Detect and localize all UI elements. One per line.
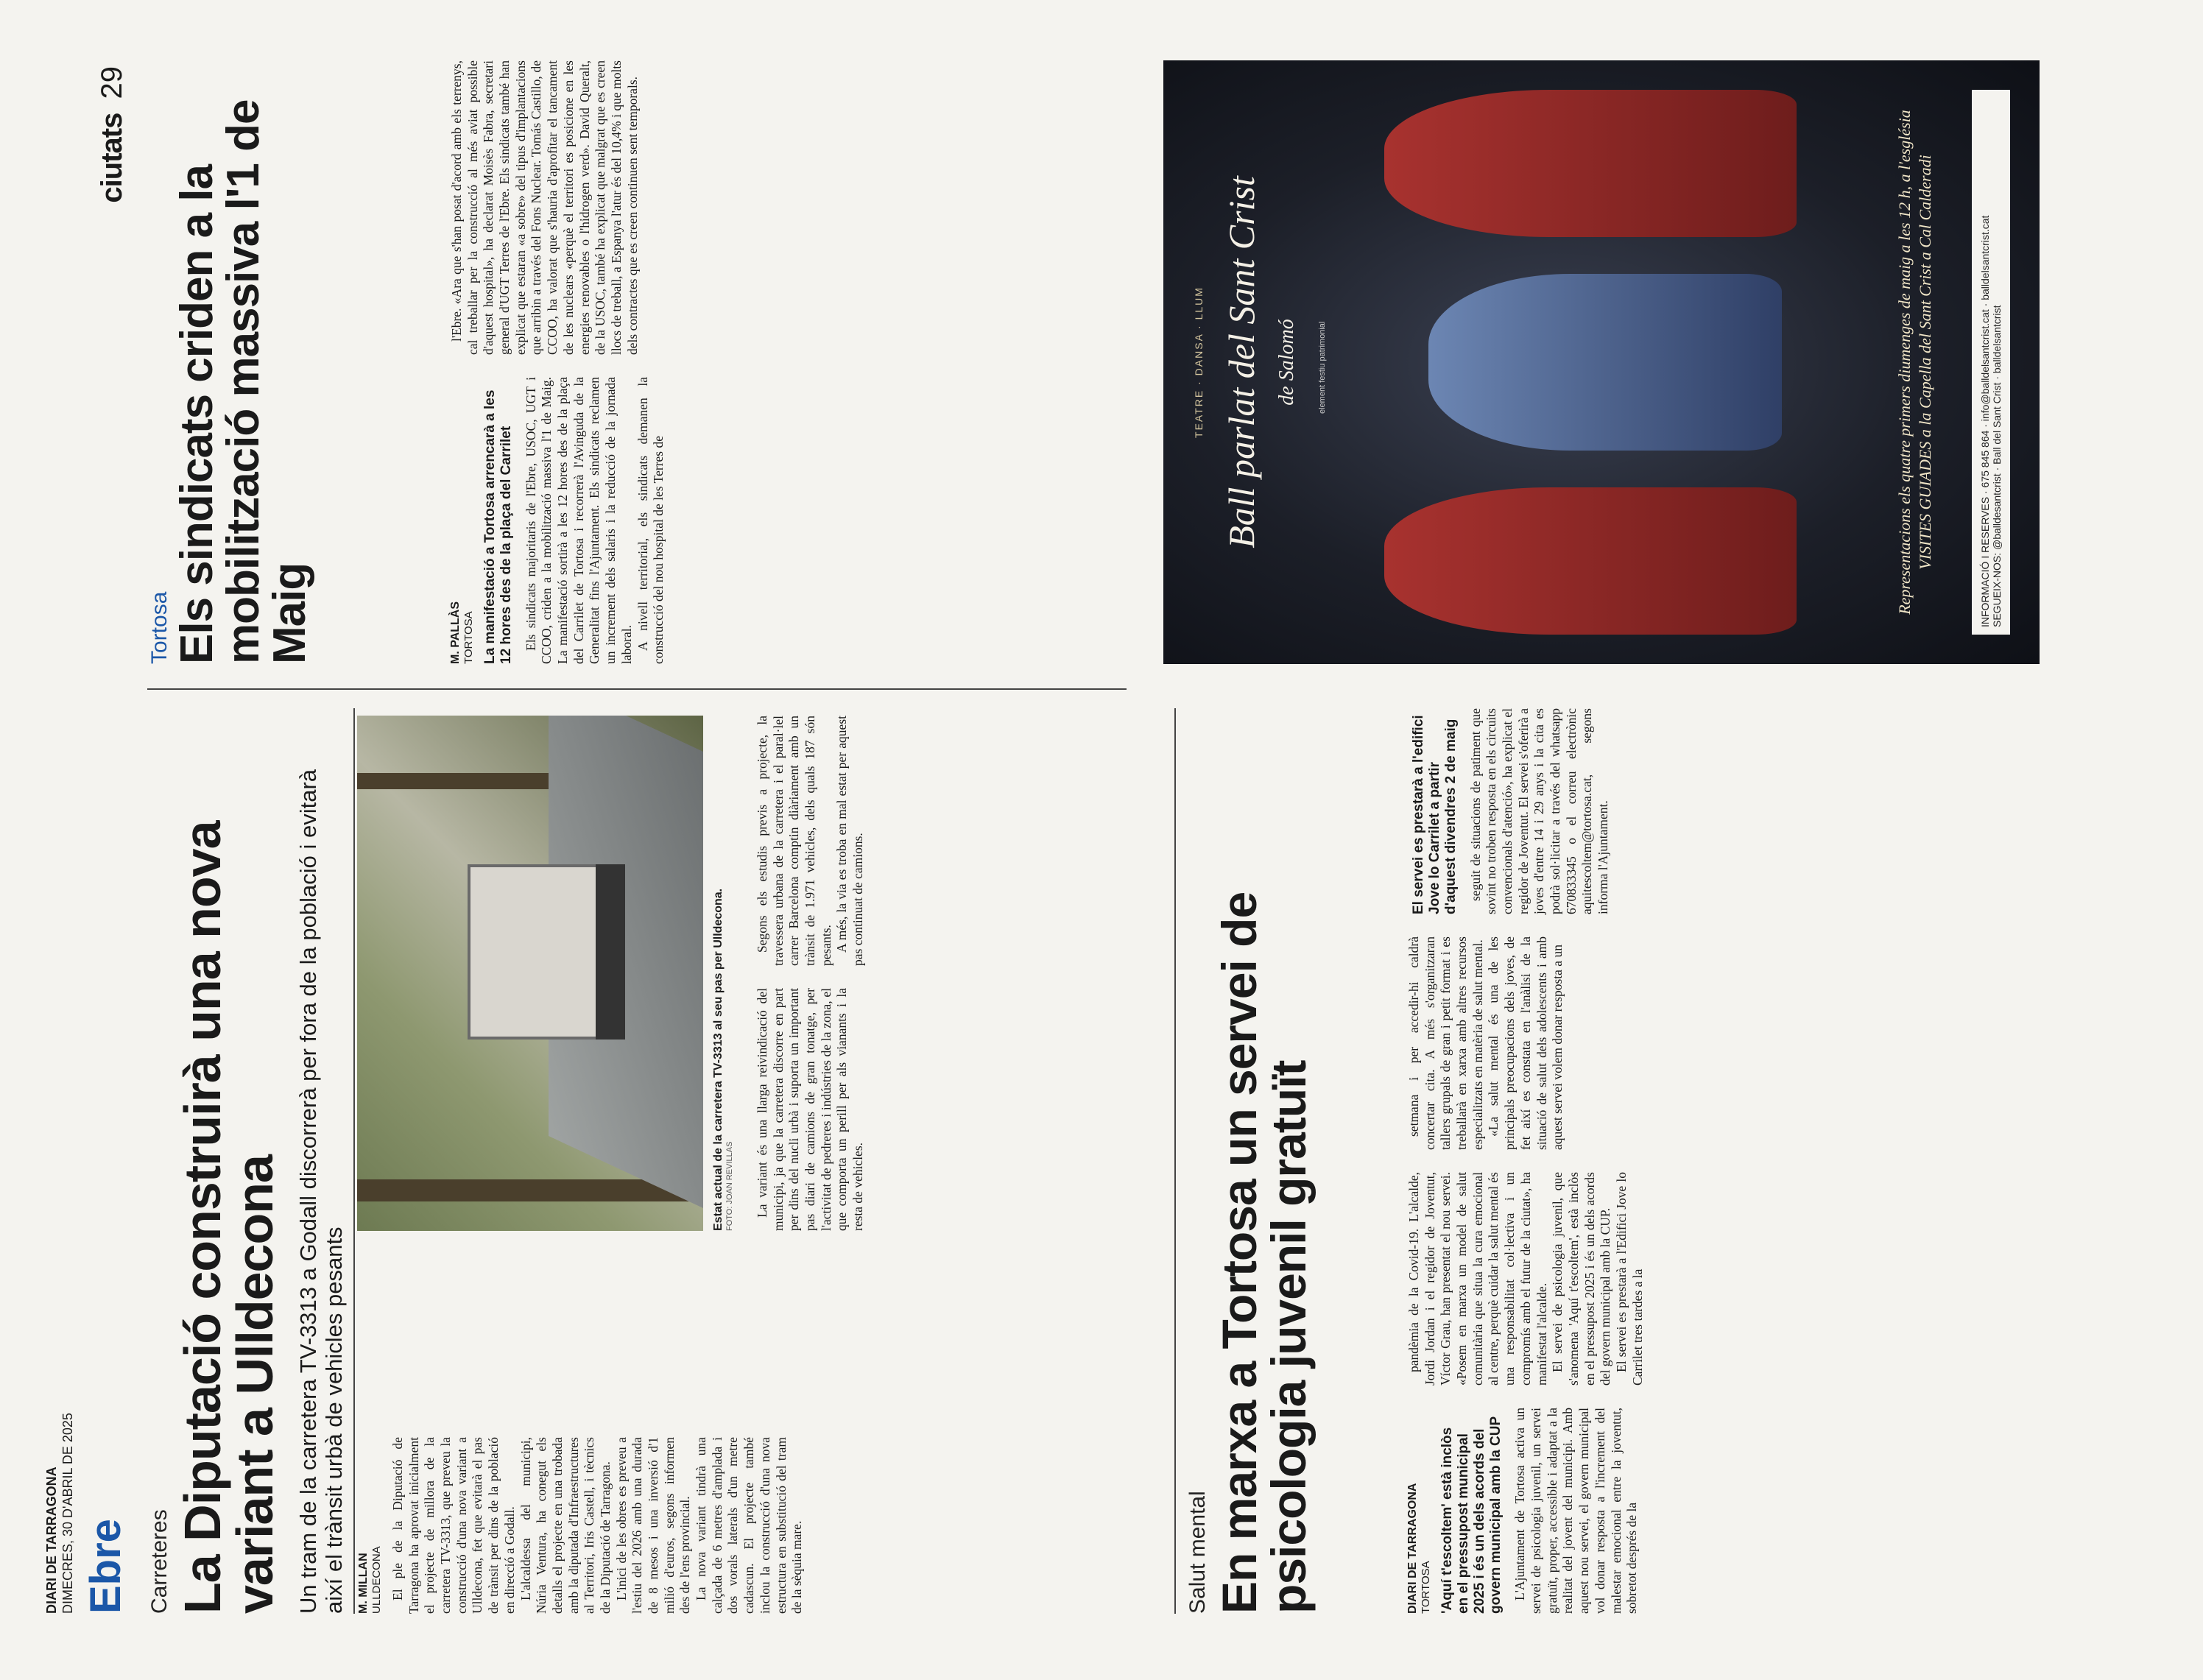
text-column bbox=[1406, 1172, 1646, 1386]
ad-title bbox=[1222, 60, 1300, 664]
page-label bbox=[96, 66, 129, 203]
article-body bbox=[449, 60, 920, 664]
article-headline: Els sindicats criden a la mobilització massiva l'1 de Maig bbox=[172, 99, 316, 664]
ad-visits-text: VISITES GUIADES a la Capella del Sant Crist a Cal Calderadi bbox=[1916, 155, 1935, 570]
article-body bbox=[357, 708, 1160, 1614]
article-headline: En marxa a Tortosa un servei de psicologia juvenil gratuït bbox=[1212, 892, 1316, 1614]
byline-place: TORTOSA bbox=[1420, 1561, 1432, 1614]
section-label: ciutats bbox=[96, 113, 128, 203]
paragraph: Els sindicats majoritaris de l'Ebre, USOC, UGT i CCOO, criden a la mobilització massiva l'1 de Maig. La manifestació sortirà a les 12 hores des de la plaça del Carrilet de Tortosa i recorrerà l'Avinguda de la Generalitat fins l'Ajuntament. Els sindicats reclamen un increment dels salaris i la reducció de la jornada laboral. bbox=[523, 377, 634, 664]
article-body bbox=[1406, 708, 2172, 1614]
paragraph: El ple de la Diputació de Tarragona ha aprovat inicialment el projecte de millora de la carretera TV-3313, que preveu la construcció d'una nova variant a Ulldecona, fet que evitarà el pas de trànsit per dins de la població en direcció a Godall. bbox=[390, 1437, 517, 1614]
paragraph: L'Ajuntament de Tortosa activa un servei de psicologia juvenil, un servei gratuït, proper, accessible i adaptat a la realitat del jovent del municipi. Amb aquest nou servei, el govern municipal vol donar resposta a l'increment del malestar emocional entre la joventut, sobretot després de la bbox=[1512, 1408, 1640, 1614]
divider bbox=[1174, 708, 1176, 1614]
paragraph: A més, la via es troba en mal estat per aquest pas continuat de camions. bbox=[834, 716, 866, 966]
text-column bbox=[755, 716, 867, 966]
article-variant-ulldecona bbox=[147, 708, 348, 1614]
advertisement-ball-parlat bbox=[1163, 60, 2040, 664]
article-kicker: Salut mental bbox=[1185, 1491, 1210, 1614]
paragraph: l'Ebre. «Ara que s'han posat d'acord amb els terrenys, cal treballar per la construcció al més aviat possible d'aquest hospital», ha declarat Moisès Fabra, secretari general d'UGT Terres de l'Ebre. Els sindicats també han explicat que estaran «a sobre» del tipus d'implantacions que arribin a través del Fons Nuclear. Tomás Castillo, de CCOO, ha valorat que s'hauria d'aprofitar el tancament de les nuclears «perquè el territori es posicione en les energies renovables o l'hidrogen verd». David Queralt, de la USOC, també ha explicat que malgrat que es creen llocs de treball, a Espanya l'atur és del 10,4% i que molts dels contractes que es creen continuen sent temporals. bbox=[449, 60, 640, 355]
ad-title-sub: de Salomó bbox=[1275, 319, 1298, 406]
paragraph: A nivell territorial, els sindicats demanen la construcció del nou hospital de les Terres de bbox=[635, 377, 666, 664]
byline: M. PALLÀS bbox=[449, 601, 462, 664]
paper-date: DIMECRES, 30 D'ABRIL DE 2025 bbox=[60, 1413, 75, 1614]
text-column bbox=[755, 988, 867, 1231]
article-headline: La Diputació construirà una nova variant a Ulldecona bbox=[174, 821, 284, 1614]
section-name: Ebre bbox=[82, 1519, 130, 1614]
divider bbox=[353, 708, 355, 1614]
paragraph: L'alcaldessa del municipi, Núria Ventura, ha conegut els detalls el projecte en una trobada amb la diputada d'Infraestructures al Territori, Iris Castell, i tècnics de la Diputació de Tarragona. bbox=[518, 1437, 613, 1614]
byline-place: TORTOSA bbox=[462, 611, 475, 664]
ad-schedule-text: Representacions els quatre primers diumenges de maig a les 12 h, a l'església bbox=[1894, 110, 1914, 615]
article-deck: Un tram de la carretera TV-3313 a Godall discorrerà per fora de la població i evitarà així el trànsit urbà de vehicles pesants bbox=[295, 769, 348, 1614]
text-column bbox=[357, 1437, 806, 1614]
figure-center bbox=[1428, 274, 1782, 451]
paragraph: setmana i per accedir-hi caldrà concertar cita. A més s'organitzaran tallers grupals de gran i petit format i es treballarà en xarxa amb altres recursos especialitzats en matèria de salut mental. bbox=[1406, 936, 1485, 1150]
paragraph: La variant és una llarga reivindicació del municipi, ja que la carretera discorre en part per dins del nucli urbà i suporta un important pas diari de camions de gran tonatge, per l'activitat de pedreres i indústries de la zona, el que comporta un perill per als vianants i la resta de vehicles. bbox=[755, 988, 866, 1231]
paragraph: El servei es prestarà a l'Edifici Jove lo Carrilet tres tardes a la bbox=[1613, 1172, 1645, 1386]
article-psicologia-juvenil bbox=[1185, 708, 1314, 1614]
photo-caption: Estat actual de la carretera TV-3313 al seu pas per Ulldecona. bbox=[712, 888, 725, 1231]
article-subhead: El servei es prestarà a l'edifici Jove lo Carrilet a partir d'aquest divendres 2 de maig bbox=[1411, 715, 1459, 914]
page-number: 29 bbox=[96, 66, 128, 99]
road-photo bbox=[357, 716, 703, 1231]
paper-name: DIARI DE TARRAGONA bbox=[44, 1467, 59, 1614]
text-column bbox=[1406, 708, 1612, 914]
article-subhead: La manifestació a Tortosa arrencarà a les 12 hores des de la plaça del Carrilet bbox=[482, 389, 514, 664]
paragraph: Segons els estudis previs a projecte, la travessera urbana de la carretera i el paral·lel carrer Barcelona comptin diàriament amb un trànsit de 1.971 vehicles, dels quals 187 són pesants. bbox=[755, 716, 833, 966]
article-kicker: Tortosa bbox=[147, 591, 172, 664]
article-kicker: Carreteres bbox=[147, 1509, 172, 1614]
paragraph: pandèmia de la Covid-19. L'alcalde, Jordi Jordan i el regidor de Joventut, Víctor Grau, han presentat el nou servei. «Posem en marxa un model de salut comunitària que situa la cura emocional al centre, perquè cuidar la salut mental és una responsabilitat col·lectiva i un compromís amb el futur de la ciutat», ha manifestat l'alcalde. bbox=[1406, 1172, 1549, 1386]
byline: DIARI DE TARRAGONA bbox=[1406, 1483, 1419, 1614]
paragraph: seguit de situacions de patiment que sovint no troben resposta en els circuits convencionals d'atenció», ha explicat el regidor de Joventut. El servei s'oferirà a joves d'entre 14 i 29 anys i la cita es podrà sol·licitar a través del whatsapp 670833345 o el correu electrònic aquitescoltem@tortosa.cat, segons informa l'Ajuntament. bbox=[1467, 708, 1611, 914]
text-column bbox=[1406, 936, 1566, 1150]
column-divider bbox=[147, 688, 1127, 690]
figure-left bbox=[1384, 487, 1797, 635]
ad-title-main: Ball parlat del Sant Crist bbox=[1221, 176, 1262, 548]
text-column bbox=[449, 60, 641, 355]
byline-place: ULLDECONA bbox=[370, 1546, 383, 1614]
photo-credit: FOTO: JOAN REVILLAS bbox=[725, 1141, 734, 1231]
article-subhead: 'Aquí t'escoltem' està inclòs en el pressupost municipal 2025 i és un dels acords del govern municipal amb la CUP bbox=[1439, 1416, 1504, 1614]
text-column bbox=[1406, 1408, 1640, 1614]
paragraph: El servei de psicologia juvenil, que s'anomena 'Aquí t'escoltem', està inclòs en el pressupost 2025 i és un dels acords del govern municipal amb la CUP. bbox=[1550, 1172, 1613, 1386]
ad-schedule bbox=[1894, 90, 1936, 635]
ad-contact bbox=[1972, 90, 2010, 635]
photo-caption-block bbox=[708, 716, 734, 1231]
ad-top-line: TEATRE · DANSA · LLUM bbox=[1193, 286, 1205, 438]
text-column bbox=[449, 377, 667, 664]
masthead bbox=[44, 66, 140, 1614]
ad-heritage-label: element festiu patrimonial bbox=[1318, 321, 1327, 414]
paragraph: «La salut mental és una de les principals preocupacions dels joves, de fet així es constata en l'anàlisi de la situació de salut dels adolescents i amb aquest servei volem donar resposta a un bbox=[1486, 936, 1565, 1150]
text-column bbox=[357, 1242, 364, 1419]
article-sindicats bbox=[147, 60, 314, 664]
truck-image bbox=[468, 864, 599, 1040]
ad-follow: SEGUEIX-NOS: @balldesantcrist · Ball del Sant Crist · balldelsantcrist bbox=[1991, 305, 2003, 627]
paragraph: La nova variant tindrà una calçada de 6 metres d'amplada i dos vorals laterals d'un metre cadascun. El projecte també inclou la construcció d'una nova estructura en substitució del tram de la sèquia mare. bbox=[694, 1437, 805, 1614]
ad-info: INFORMACIÓ I RESERVES · 675 845 864 · info@balldelsantcrist.cat · balldelsantcrist.cat bbox=[1979, 215, 1991, 627]
paragraph: L'inici de les obres es preveu a l'estiu del 2026 amb una durada de 8 mesos i una inversió d'1 milió d'euros, segons informen des de l'ens provincial. bbox=[613, 1437, 693, 1614]
figure-right bbox=[1384, 90, 1797, 237]
byline: M. MILLAN bbox=[357, 1553, 370, 1614]
